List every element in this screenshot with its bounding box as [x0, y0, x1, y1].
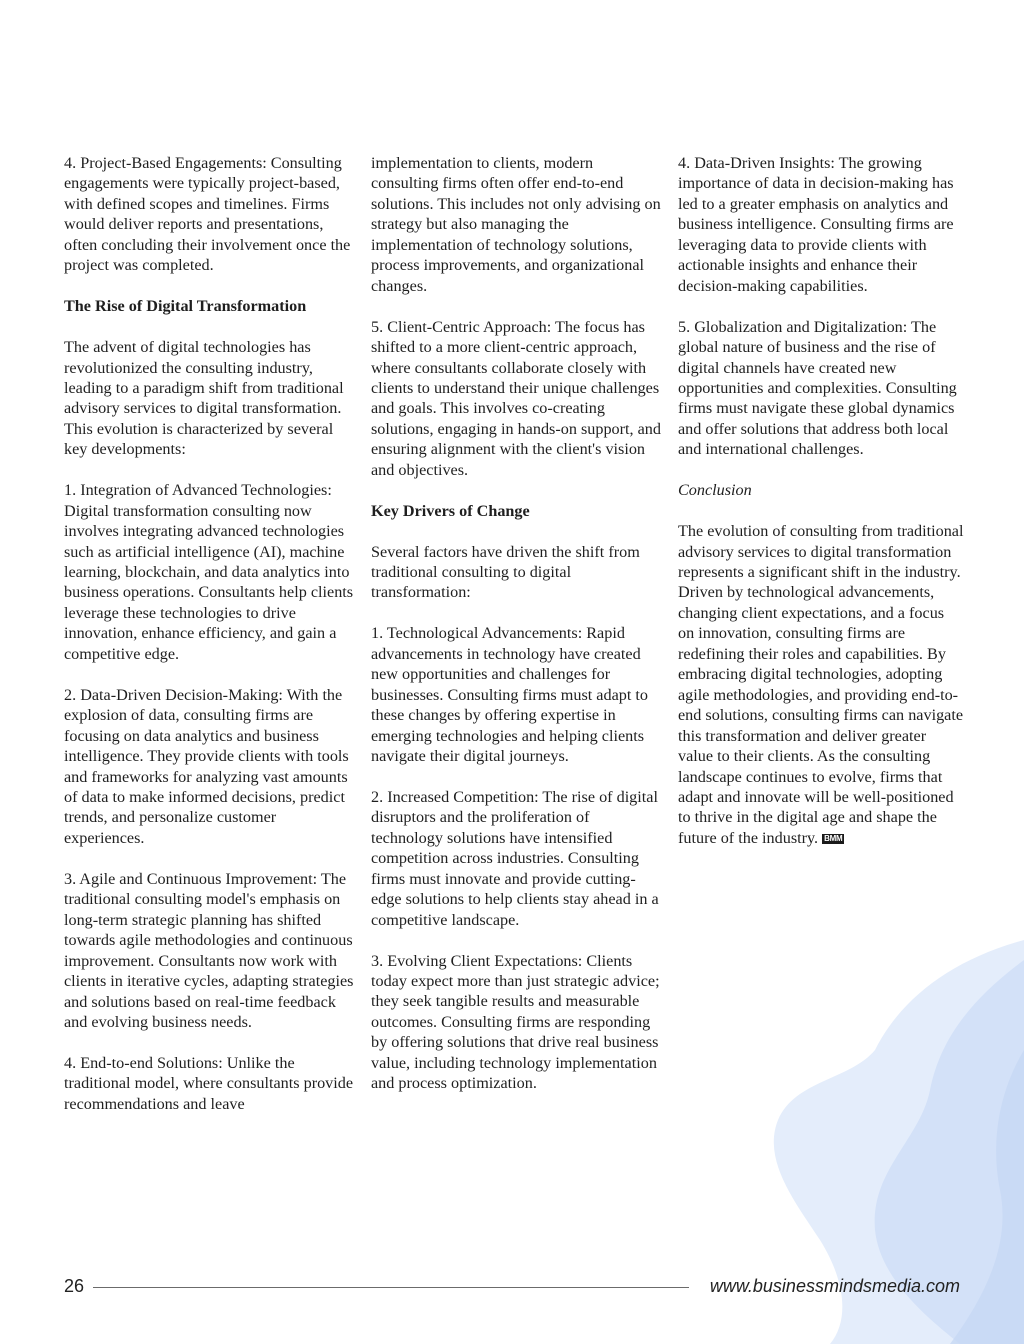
footer-website-link[interactable]: www.businessmindsmedia.com	[709, 1276, 960, 1296]
body-paragraph	[64, 153, 354, 276]
body-paragraph	[371, 787, 661, 930]
paragraph-text: Conclusion	[678, 481, 752, 500]
section-heading	[371, 501, 661, 521]
paragraph-text: 5. Globalization and Digitalization: The global nature of business and the rise of digital channels have created new opportunities and complexities. Consulting firms must navigate these global dynamics and offer solutions that address both local and international challenges.	[678, 317, 957, 459]
paragraph-text: The Rise of Digital Transformation	[64, 297, 307, 316]
section-heading	[678, 480, 964, 500]
paragraph-text: Several factors have driven the shift from traditional consulting to digital transformation:	[371, 542, 640, 602]
paragraph-text: 4. Project-Based Engagements: Consulting engagements were typically project-based, with defined scopes and timelines. Firms would deliver reports and presentations, often concluding their involvement once the project was completed.	[64, 154, 351, 275]
paragraph-text: implementation to clients, modern consulting firms often offer end-to-end solutions. This includes not only advising on strategy but also managing the implementation of technology solutions, process improvements, and organizational changes.	[371, 154, 661, 295]
paragraph-text: 5. Client-Centric Approach: The focus has shifted to a more client-centric approach, where consultants collaborate closely with clients to understand their unique challenges and goals. This involves co-creating solutions, engaging in hands-on support, and ensuring alignment with the client's vision and objectives.	[371, 317, 661, 479]
page-number: 26	[64, 1276, 85, 1296]
body-paragraph	[64, 480, 354, 664]
footer-divider	[93, 1287, 689, 1288]
paragraph-text: The advent of digital technologies has revolutionized the consulting industry, leading to a paradigm shift from traditional advisory services to digital transformation. This evolution is characterized by several key developments:	[64, 338, 344, 459]
paragraph-text: The evolution of consulting from traditional advisory services to digital transformation represents a significant shift in the industry. Driven by technological advancements, changing client expectations, and a focus on innovation, consulting firms are redefining their roles and capabilities. By embracing digital technologies, adopting agile methodologies, and providing end-to-end solutions, consulting firms can navigate this transformation and deliver greater value to their clients. As the consulting landscape continues to evolve, firms that adapt and innovate will be well-positioned to thrive in the digital age and shape the future of the industry.	[678, 522, 964, 847]
body-paragraph	[371, 623, 661, 766]
paragraph-text: Key Drivers of Change	[371, 501, 530, 520]
body-paragraph	[678, 153, 964, 296]
body-paragraph	[64, 869, 354, 1033]
end-mark-logo: BMM	[824, 833, 843, 843]
paragraph-text: 2. Data-Driven Decision-Making: With the explosion of data, consulting firms are focusing on data analytics and business intelligence. They provide clients with tools and frameworks for analyzing vast amounts of data to make informed decisions, predict trends, and personalize customer experiences.	[64, 685, 349, 847]
article-column-3	[678, 153, 964, 869]
body-paragraph	[371, 317, 661, 481]
body-paragraph	[678, 317, 964, 460]
body-paragraph	[371, 153, 661, 296]
body-paragraph	[64, 337, 354, 460]
body-paragraph	[64, 685, 354, 849]
paragraph-text: 3. Agile and Continuous Improvement: The traditional consulting model's emphasis on long-term strategic planning has shifted towards agile methodologies and continuous improvement. Consultants now work with clients in iterative cycles, adapting strategies and solutions based on real-time feedback and evolving business needs.	[64, 869, 354, 1031]
body-paragraph	[678, 521, 964, 848]
body-paragraph	[64, 1053, 354, 1114]
article-column-2	[371, 153, 661, 1114]
body-paragraph	[371, 542, 661, 603]
paragraph-text: 1. Integration of Advanced Technologies: Digital transformation consulting now involves integrating advanced technologies such as artificial intelligence (AI), machine learning, blockchain, and data analytics into business operations. Consultants help clients leverage these technologies to drive innovation, enhance efficiency, and gain a competitive edge.	[64, 481, 354, 663]
paragraph-text: 1. Technological Advancements: Rapid advancements in technology have created new opportunities and challenges for businesses. Consulting firms must adapt to these changes by offering expertise in emerging technologies and helping clients navigate their digital journeys.	[371, 624, 648, 766]
paragraph-text: 4. End-to-end Solutions: Unlike the traditional model, where consultants provide recommendations and leave	[64, 1053, 354, 1113]
paragraph-text: 3. Evolving Client Expectations: Clients today expect more than just strategic advice; they seek tangible results and measurable outcomes. Consulting firms are responding by offering solutions that drive real business value, including technology implementation and process optimization.	[371, 951, 660, 1093]
paragraph-text: 2. Increased Competition: The rise of digital disruptors and the proliferation of technology solutions have intensified competition across industries. Consulting firms must innovate and provide cutting-edge solutions to help clients stay ahead in a competitive landscape.	[371, 787, 659, 929]
paragraph-text: 4. Data-Driven Insights: The growing importance of data in decision-making has led to a greater emphasis on analytics and business intelligence. Consulting firms are leveraging data to provide clients with actionable insights and enhance their decision-making capabilities.	[678, 154, 954, 295]
body-paragraph	[371, 951, 661, 1094]
article-column-1	[64, 153, 354, 1135]
section-heading	[64, 296, 354, 316]
